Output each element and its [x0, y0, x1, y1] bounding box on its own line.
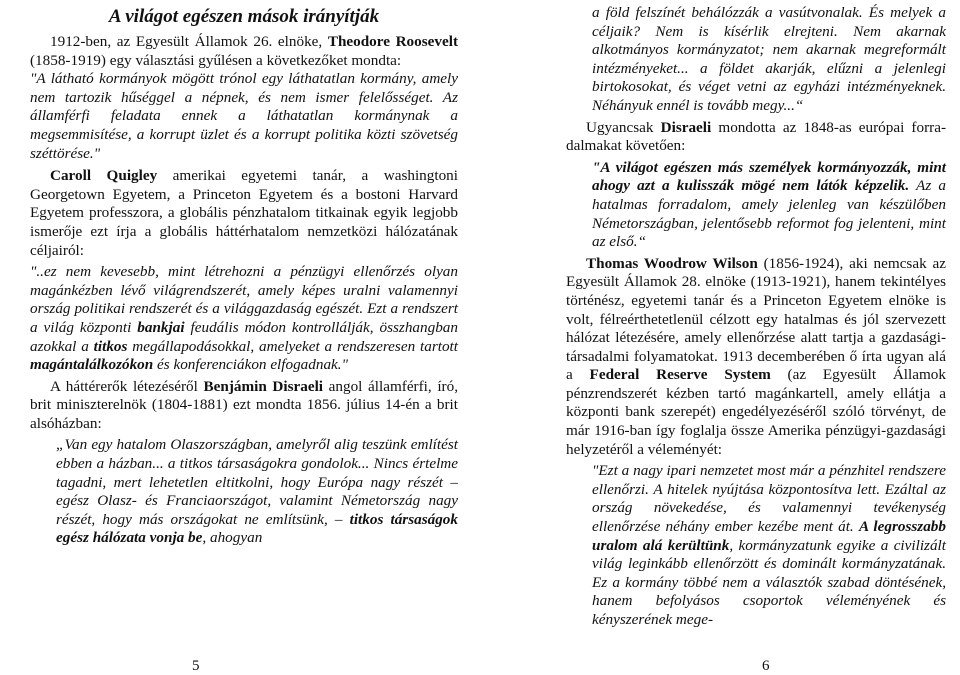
- text-run: 1912-ben, az Egyesült Államok 26. elnöke,: [50, 33, 328, 50]
- quote-disraeli-continued: a föld felszínét behálózzák a vasútvonalak. És mеlyek a céljaik? Nem is kísérlik elrejteni. Nem akarnak alkotmányos kormányzatot; nem akarnak megreformált intézményeket... a földet akarják, elűzni a jelenlegi birtokosokat, és véget vetni az egyházi intézményeknek. Néhányuk ennél is tovább megy...“: [592, 4, 946, 114]
- paragraph-quigley: [30, 167, 458, 260]
- quote-roosevelt: "A látható kormányok mögött trónol egy láthatatlan kormány, amely nem tartozik hűséggel a népnek, és nem ismer felelősséget. Az államférfi feladata ennek a láthatatlan kormánynak a megsemmisítése, a korrupt üzlet és a korrupt politika közti szövetség széttörése.": [30, 70, 458, 162]
- text-run: „Van egy hatalom Olaszországban, amelyről alig teszünk említést ebben a házban... a titkos társaságokra gondolok... Nincs értelme tagadni, mert lehetetlen eltitkolni, hogy Európa nagy részét – egész Olasz- és Franciaországot, valamint Németország nagy részét, hogy más országokat ne említsünk, –: [56, 436, 458, 528]
- name-wilson: Thomas Woodrow Wilson: [586, 254, 758, 272]
- emphasis: "A világot egészen más személyek kormányozzák, mint ahogy azt a kulisszák mögé nem látók képzelik.: [592, 158, 946, 195]
- paragraph-disraeli-2: [566, 119, 946, 156]
- emphasis: bankjai: [137, 318, 185, 336]
- text-run: , ahogyan: [202, 529, 263, 547]
- text-run: Az a hatalmas forradalom, amely jelenleg van készülőben Németországban, jelentősebb reformot fog jelenteni, mint az első.“: [592, 177, 946, 251]
- text-run: A háttérerők létezéséről: [50, 377, 204, 395]
- name-quigley: Caroll Quigley: [50, 167, 158, 185]
- paragraph-roosevelt: [30, 33, 458, 70]
- text-run: (1858-1919) egy választási gyűlésen a következőket mondta:: [30, 51, 402, 69]
- paragraph-wilson: [566, 255, 946, 460]
- text-run: mondotta az 1848-as európai forradalmakat követően:: [566, 118, 946, 155]
- text-run: Ugyancsak: [586, 118, 661, 136]
- text-run: angol államférfi, író, brit miniszterelnök (1804-1881) ezt mondta 1856. július 14-én a brit alsóházban:: [30, 377, 458, 432]
- text-run: feudális módon kontrollálják, összhangban azokkal a: [30, 318, 458, 355]
- text-run: "Ezt a nagy ipari nemzetet most már a pénzhitel rendszere ellenőrzi. A hitelek nyújtása központosítva lett. Ezáltal az ország növekedése, és valamennyi tevékenység ellenőrzése néhány ember kezébe ment át.: [592, 462, 946, 536]
- chapter-heading: A világot egészen mások irányítják: [108, 6, 380, 27]
- quote-disraeli: [30, 436, 458, 548]
- text-run: (1856-1924), aki nemcsak az Egyesült Államok 28. elnöke (1913-1921), hanem tekintélyes történész, egyetemi tanár és a Princeton Egyetem elnöke is volt, félreérthetetlenül célzott egy hatalmas és jól szervezett hálózat létezésére, amely ellenőrzése alatt tartja a gazdasági-társadalmi folyamatokat. 1913 decemberében ő írta ugyan alá a: [566, 254, 946, 384]
- paragraph-disraeli: [30, 378, 458, 434]
- left-column-text: [30, 33, 458, 548]
- text-run: , kormányzatunk egyike a civilizált világ leginkább ellenőrzött és dominált kormányzatának. Ez a kormány többé nem a választók szabad döntésének, hanem befolyásos csoportok véleményének és kényszerének mеge-: [592, 536, 946, 628]
- right-page: [566, 0, 946, 630]
- emphasis: magántalálkozókon: [30, 356, 154, 374]
- text-run: "..ez nem kevesebb, mint létrehozni a pénzügyi ellenőrzés olyan magánkézben lévő világrendszerét, amely képes uralni valamennyi ország politikai rendszerét és a világgazdaság egészét. Ezt a rendszert a világ központi: [30, 263, 458, 336]
- text-run: és konferenciákon elfogadnak.": [153, 356, 348, 374]
- text-run: megállapodásokkal, amelyeket a rendszeresen tartott: [127, 337, 458, 355]
- page-number-right: 6: [762, 658, 770, 674]
- emphasis: A legrosszabb uralom alá kerültünk: [592, 518, 946, 554]
- text-run: (az Egyesült Államok pénzrendszerét kézben tartó magánkartell, amely ellátja a központi bank szerepét) engedélyezéséről szóló törvényt, de már 1916-ban így foglalja össze Amerika pénzügyi-gazdasági helyzetéről a véleményét:: [566, 366, 946, 458]
- federal-reserve: Federal Reserve System: [589, 366, 771, 384]
- quote-wilson: [566, 462, 946, 629]
- emphasis: titkos: [93, 337, 128, 355]
- right-column-text: [566, 4, 946, 630]
- page-number-left: 5: [192, 658, 200, 674]
- text-run: amerikai egyetemi tanár, a washingtoni Georgetown Egyetem, a Princeton Egyetem és a bostoni Harvard Egyetem professzora, a globális pénzhatalom titkainak egyik legjobb ismerője ezt írja a globális háttérhatalom nemzetközi hálózatának céljairól:: [30, 167, 458, 259]
- quote-disraeli-2: [566, 159, 946, 252]
- left-page: [30, 0, 458, 548]
- emphasis: titkos társaságok egész hálózata vonja be: [56, 510, 458, 547]
- name-roosevelt: Theodore Roosevelt: [327, 33, 459, 50]
- name-disraeli: Benjámin Disraeli: [203, 377, 324, 395]
- name-disraeli: Disraeli: [660, 118, 712, 136]
- quote-quigley: [30, 263, 458, 375]
